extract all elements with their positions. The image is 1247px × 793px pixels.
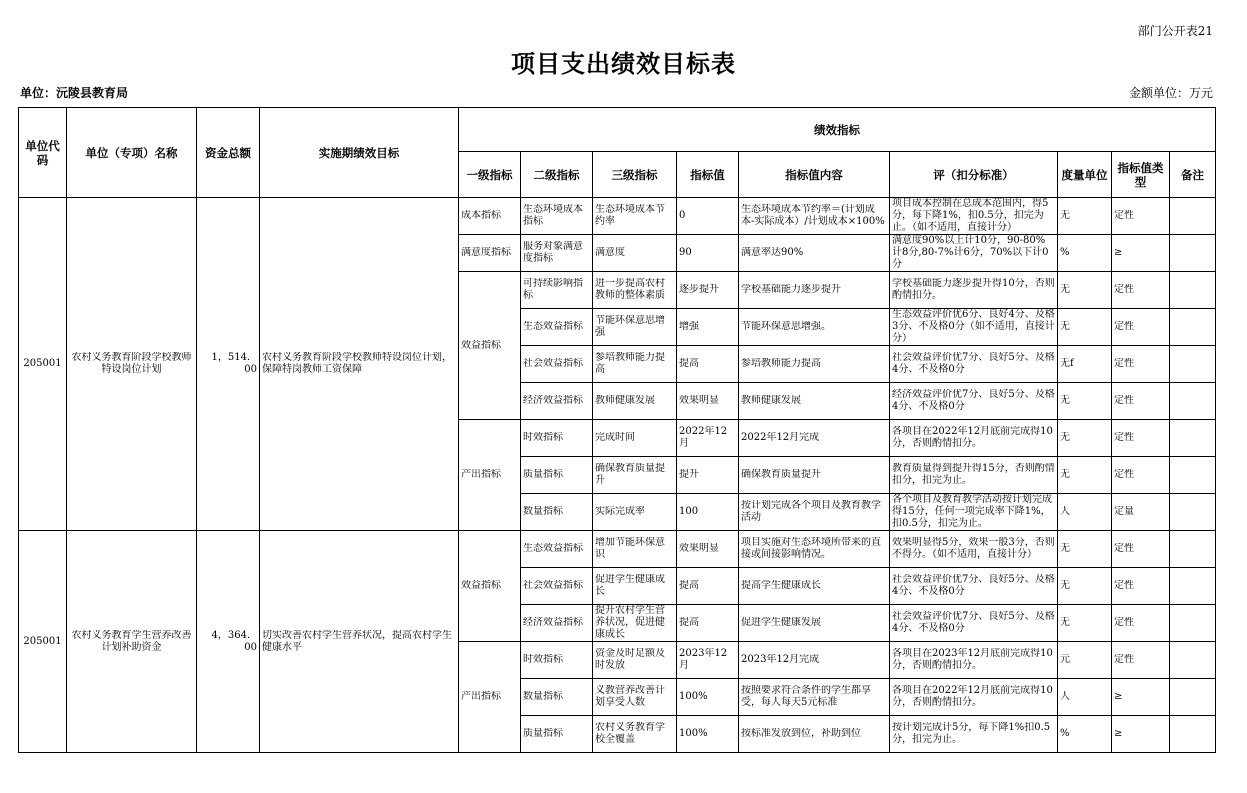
scoring-standard-text: 按计划完成计5分，每下降1%扣0.5分，扣完为止。 [892,722,1051,745]
scoring-standard-text: 学校基础能力逐步提升得10分，否则酌情扣分。 [892,278,1055,301]
measure-unit [1058,383,1112,420]
scoring-standard [890,568,1058,605]
col-header-measure-unit: 度量单位 [1058,152,1112,198]
value-type [1112,346,1170,383]
scoring-standard-text: 生态效益评价优6分、良好4分、及格3分、不及格0分（如不适用，直接计分） [892,309,1055,344]
value-type [1112,272,1170,309]
value-type [1112,383,1170,420]
value-type [1112,420,1170,457]
project-name-text: 农村义务教育学生营养改善计划补助资金 [71,629,192,653]
level2-indicator-text: 生态效益指标 [523,543,583,554]
indicator-value [677,605,739,642]
measure-unit-text: 无 [1060,210,1070,221]
value-type-text: ≥ [1114,728,1123,739]
level2-indicator [521,605,593,642]
remark [1170,494,1216,531]
col-header-value: 指标值 [677,152,739,198]
indicator-content-text: 按计划完成各个项目及教育教学活动 [741,500,881,523]
scoring-standard [890,383,1058,420]
project-code-text: 205001 [23,635,62,647]
value-type-text: ≥ [1114,691,1123,702]
level3-indicator [593,235,677,272]
level3-indicator-text: 生态环境成本节约率 [595,204,665,227]
measure-unit [1058,198,1112,235]
level2-indicator [521,420,593,457]
level2-indicator [521,568,593,605]
indicator-content-text: 按照要求符合条件的学生都享受，每人每天5元标准 [741,685,871,708]
measure-unit-text: 无 [1060,321,1070,332]
col-header-level3: 三级指标 [593,152,677,198]
remark [1170,605,1216,642]
measure-unit-text: 无 [1060,469,1070,480]
measure-unit-text: 无 [1060,543,1070,554]
col-header-amount: 资金总额 [197,108,260,198]
project-amount [197,531,260,753]
value-type-text: 定性 [1114,210,1134,221]
value-type-text: 定性 [1114,654,1134,665]
col-header-name: 单位（专项）名称 [67,108,197,198]
remark [1170,420,1216,457]
value-type [1112,309,1170,346]
level3-indicator-text: 实际完成率 [595,506,645,517]
level1-indicator-text: 产出指标 [461,469,501,480]
level3-indicator-text: 增加节能环保意识 [595,537,665,560]
indicator-content [739,642,890,679]
indicator-content-text: 提高学生健康成长 [741,580,821,591]
indicator-value [677,235,739,272]
level1-indicator [459,272,521,420]
scoring-standard-text: 各项目在2023年12月底前完成得10分，否则酌情扣分。 [892,648,1053,671]
indicator-value-text: 提高 [679,580,699,591]
scoring-standard-text: 各个项目及教育教学活动按计划完成得15分，任何一项完成率下降1%，扣0.5分，扣完为止。 [892,494,1052,529]
scoring-standard [890,605,1058,642]
indicator-content [739,716,890,753]
level2-indicator-text: 社会效益指标 [523,580,583,591]
level3-indicator-text: 资金及时足额及时发放 [595,648,665,671]
level1-indicator [459,531,521,642]
level1-indicator [459,420,521,531]
level3-indicator [593,420,677,457]
level3-indicator-text: 节能环保意思增强 [595,315,665,338]
project-name-text: 农村义务教育阶段学校教师特设岗位计划 [71,352,192,375]
table-body [19,198,1216,753]
level2-indicator [521,198,593,235]
remark [1170,679,1216,716]
col-header-value-type: 指标值类型 [1112,152,1170,198]
indicator-value-text: 逐步提升 [679,284,719,295]
value-type [1112,679,1170,716]
level2-indicator-text: 时效指标 [523,654,563,665]
indicator-value [677,420,739,457]
level1-indicator [459,198,521,235]
value-type [1112,642,1170,679]
remark [1170,531,1216,568]
remark [1170,716,1216,753]
level2-indicator-text: 可持续影响指标 [523,278,583,301]
project-goal-text: 农村义务教育阶段学校教师特设岗位计划，保障特岗教师工资保障 [262,352,452,375]
measure-unit [1058,494,1112,531]
level2-indicator [521,272,593,309]
page-title: 项目支出绩效目标表 [511,49,736,78]
project-amount-text: 1，514．00 [211,352,257,375]
measure-unit [1058,716,1112,753]
level3-indicator [593,716,677,753]
level2-indicator-text: 生态效益指标 [523,321,583,332]
indicator-content-text: 按标准发放到位，补助到位 [741,728,861,739]
indicator-content-text: 学校基础能力逐步提升 [741,284,841,295]
level2-indicator [521,494,593,531]
measure-unit-text: % [1060,247,1070,258]
scoring-standard-text: 经济效益评价优7分、良好5分、及格4分、不及格0分 [892,389,1055,412]
measure-unit [1058,272,1112,309]
level3-indicator [593,272,677,309]
level3-indicator-text: 教师健康发展 [595,395,655,406]
indicator-value-text: 100% [679,691,708,702]
indicator-value-text: 提高 [679,358,699,369]
level2-indicator-text: 服务对象满意度指标 [523,241,583,264]
indicator-content-text: 确保教育质量提升 [741,469,821,480]
scoring-standard-text: 各项目在2022年12月底前完成得10分，否则酌情扣分。 [892,685,1053,708]
value-type [1112,198,1170,235]
indicator-value [677,679,739,716]
col-header-level2: 二级指标 [521,152,593,198]
level2-indicator-text: 质量指标 [523,728,563,739]
level1-indicator-text: 产出指标 [461,691,501,702]
indicator-content [739,568,890,605]
scoring-standard-text: 效果明显得5分，效果一般3分，否则不得分。（如不适用，直接计分） [892,537,1055,560]
level1-indicator [459,235,521,272]
level2-indicator-text: 生态环境成本指标 [523,204,583,227]
level2-indicator-text: 社会效益指标 [523,358,583,369]
indicator-content-text: 项目实施对生态环境所带来的直接或间接影响情况。 [741,537,881,560]
scoring-standard [890,531,1058,568]
level2-indicator [521,642,593,679]
level2-indicator [521,716,593,753]
indicator-content-text: 生态环境成本节约率＝(计划成本-实际成本）/计划成本×100% [741,204,885,227]
indicator-value-text: 100 [679,506,699,517]
indicator-content [739,235,890,272]
indicator-value [677,198,739,235]
indicator-value-text: 2023年12月 [679,648,728,671]
value-type [1112,235,1170,272]
level1-indicator-text: 成本指标 [461,210,501,221]
measure-unit [1058,309,1112,346]
performance-table [18,107,1216,753]
indicator-content [739,346,890,383]
indicator-content-text: 参培教师能力提高 [741,358,821,369]
value-type [1112,605,1170,642]
level2-indicator [521,457,593,494]
scoring-standard-text: 教育质量得到提升得15分，否则酌情扣分，扣完为止。 [892,463,1055,486]
level2-indicator-text: 时效指标 [523,432,563,443]
level2-indicator-text: 数量指标 [523,691,563,702]
level3-indicator-text: 进一步提高农村教师的整体素质 [595,278,665,301]
value-type [1112,494,1170,531]
measure-unit [1058,531,1112,568]
level1-indicator-text: 效益指标 [461,580,501,591]
level3-indicator-text: 确保教育质量提升 [595,463,665,486]
col-header-remark: 备注 [1170,152,1216,198]
measure-unit-text: 无 [1060,432,1070,443]
col-header-indicators: 绩效指标 [459,108,1216,152]
level3-indicator [593,346,677,383]
level2-indicator-text: 经济效益指标 [523,617,583,628]
measure-unit-text: 元 [1060,654,1070,665]
level3-indicator-text: 提升农村学生营养状况，促进健康成长 [595,605,665,640]
remark [1170,309,1216,346]
level3-indicator-text: 促进学生健康成长 [595,574,665,597]
indicator-value-text: 0 [679,210,686,221]
indicator-content-text: 节能环保意思增强。 [741,321,831,332]
scoring-standard-text: 各项目在2022年12月底前完成得10分，否则酌情扣分。 [892,426,1053,449]
level3-indicator [593,642,677,679]
measure-unit-text: 无 [1060,284,1070,295]
indicator-value-text: 提升 [679,469,699,480]
col-header-goal: 实施期绩效目标 [260,108,459,198]
measure-unit-text: 无 [1060,617,1070,628]
indicator-value [677,457,739,494]
level3-indicator [593,679,677,716]
indicator-value [677,309,739,346]
scoring-standard [890,346,1058,383]
indicator-content-text: 促进学生健康发展 [741,617,821,628]
project-goal-text: 切实改善农村学生营养状况，提高农村学生健康水平 [262,629,452,653]
indicator-value [677,716,739,753]
scoring-standard [890,309,1058,346]
table-row [19,531,1216,568]
project-code-text: 205001 [23,358,62,369]
project-amount [197,198,260,531]
indicator-value [677,568,739,605]
indicator-content [739,420,890,457]
measure-unit [1058,642,1112,679]
indicator-content [739,198,890,235]
remark [1170,235,1216,272]
measure-unit [1058,679,1112,716]
scoring-standard [890,457,1058,494]
value-type-text: 定性 [1114,469,1134,480]
level2-indicator [521,383,593,420]
scoring-standard [890,420,1058,457]
level3-indicator [593,457,677,494]
project-name [67,531,197,753]
value-type-text: 定性 [1114,543,1134,554]
scoring-standard [890,642,1058,679]
indicator-value-text: 增强 [679,321,699,332]
level3-indicator-text: 农村义务教育学校全覆盖 [595,722,665,745]
value-type [1112,531,1170,568]
measure-unit-text: 无 [1060,580,1070,591]
level2-indicator-text: 数量指标 [523,506,563,517]
indicator-value-text: 提高 [679,617,699,628]
indicator-content [739,272,890,309]
scoring-standard [890,716,1058,753]
remark [1170,568,1216,605]
level1-indicator-text: 满意度指标 [461,247,511,258]
value-type-text: 定性 [1114,284,1134,295]
indicator-content-text: 满意率达90% [741,247,804,258]
unit-label: 单位：沅陵县教育局 [20,86,129,100]
scoring-standard-text: 社会效益评价优7分、良好5分、及格4分、不及格0分 [892,352,1055,375]
table-header [19,108,1216,198]
indicator-content-text: 2023年12月完成 [741,654,820,665]
indicator-content-text: 教师健康发展 [741,395,801,406]
level1-indicator [459,642,521,753]
measure-unit [1058,346,1112,383]
project-name [67,198,197,531]
remark [1170,457,1216,494]
level3-indicator-text: 完成时间 [595,432,635,443]
table-row [19,198,1216,235]
value-type [1112,716,1170,753]
level3-indicator [593,531,677,568]
indicator-content [739,605,890,642]
value-type-text: 定性 [1114,358,1134,369]
project-code [19,198,67,531]
indicator-content [739,679,890,716]
indicator-value-text: 效果明显 [679,395,719,406]
indicator-value [677,531,739,568]
indicator-value [677,383,739,420]
measure-unit [1058,605,1112,642]
value-type-text: 定性 [1114,617,1134,628]
level3-indicator [593,605,677,642]
level3-indicator-text: 满意度 [595,247,625,258]
scoring-standard [890,198,1058,235]
project-code [19,531,67,753]
level1-indicator-text: 效益指标 [461,339,501,351]
remark [1170,272,1216,309]
amount-unit-label: 金额单位：万元 [1128,86,1213,100]
remark [1170,346,1216,383]
measure-unit [1058,457,1112,494]
col-header-level1: 一级指标 [459,152,521,198]
level3-indicator [593,383,677,420]
indicator-content [739,531,890,568]
scoring-standard-text: 满意度90%以上计10分，90-80%计8分,80-7%计6分，70%以下计0分 [892,235,1049,270]
level3-indicator-text: 参培教师能力提高 [595,352,665,375]
indicator-value-text: 100% [679,728,708,739]
indicator-value [677,642,739,679]
measure-unit-text: 人 [1060,506,1070,517]
project-goal [260,198,459,531]
level2-indicator [521,531,593,568]
measure-unit [1058,235,1112,272]
measure-unit-text: 无f [1060,358,1074,369]
indicator-value-text: 2022年12月 [679,426,728,449]
indicator-value-text: 90 [679,247,692,258]
indicator-content [739,309,890,346]
measure-unit [1058,420,1112,457]
level2-indicator [521,346,593,383]
level2-indicator-text: 经济效益指标 [523,395,583,406]
level2-indicator [521,679,593,716]
indicator-content [739,457,890,494]
level3-indicator [593,198,677,235]
value-type [1112,457,1170,494]
corner-label: 部门公开表21 [1137,24,1213,38]
col-header-code: 单位代码 [19,108,67,198]
value-type-text: 定性 [1114,321,1134,332]
scoring-standard [890,272,1058,309]
level3-indicator [593,309,677,346]
level3-indicator-text: 义教营养改善计划享受人数 [595,685,665,708]
measure-unit-text: 无 [1060,395,1070,406]
scoring-standard-text: 社会效益评价优7分、良好5分、及格4分、不及格0分 [892,611,1055,634]
value-type-text: 定性 [1114,395,1134,406]
project-goal [260,531,459,753]
value-type-text: ≥ [1114,247,1123,258]
scoring-standard [890,679,1058,716]
indicator-content [739,383,890,420]
remark [1170,383,1216,420]
col-header-content: 指标值内容 [739,152,890,198]
value-type-text: 定量 [1114,506,1134,517]
scoring-standard [890,235,1058,272]
level3-indicator [593,494,677,531]
level3-indicator [593,568,677,605]
measure-unit-text: % [1060,728,1070,739]
measure-unit [1058,568,1112,605]
scoring-standard [890,494,1058,531]
scoring-standard-text: 项目成本控制在总成本范围内，得5分，每下降1%，扣0.5分，扣完为止。（如不适用，直接计分） [892,198,1049,233]
indicator-content-text: 2022年12月完成 [741,432,820,443]
value-type [1112,568,1170,605]
level2-indicator-text: 质量指标 [523,469,563,480]
indicator-content [739,494,890,531]
measure-unit-text: 人 [1060,691,1070,702]
remark [1170,198,1216,235]
col-header-scoring: 评（扣分标准） [890,152,1058,198]
indicator-value [677,346,739,383]
project-amount-text: 4，364．00 [211,629,257,653]
indicator-value [677,272,739,309]
indicator-value [677,494,739,531]
indicator-value-text: 效果明显 [679,543,719,554]
level2-indicator [521,309,593,346]
level2-indicator [521,235,593,272]
remark [1170,642,1216,679]
scoring-standard-text: 社会效益评价优7分、良好5分、及格4分、不及格0分 [892,574,1055,597]
value-type-text: 定性 [1114,432,1134,443]
value-type-text: 定性 [1114,580,1134,591]
